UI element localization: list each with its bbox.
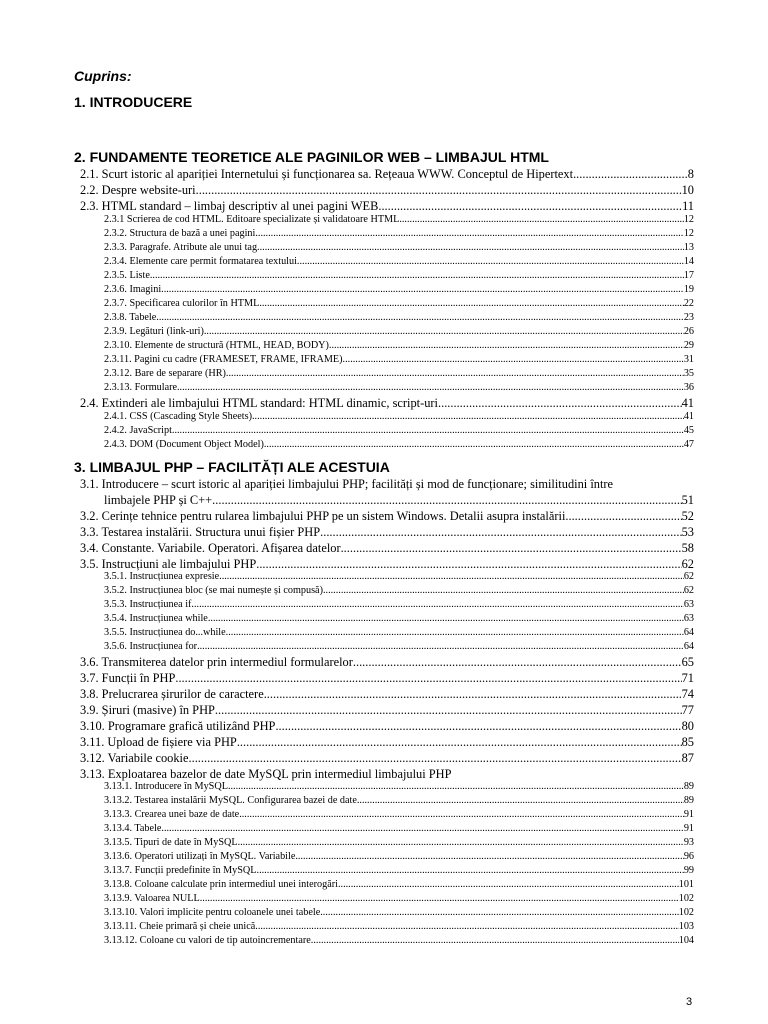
toc-entry-page: 71: [681, 671, 694, 685]
toc-leader-dots: [257, 864, 684, 878]
toc-leader-dots: [323, 584, 684, 598]
toc-entry[interactable]: [104, 424, 694, 438]
toc-entry[interactable]: [80, 670, 694, 686]
toc-entry[interactable]: [104, 850, 694, 864]
toc-entry-page: 62: [681, 557, 694, 571]
toc-entry-text: 3.5.2. Instrucțiunea bloc (se mai numește și compusă): [104, 585, 323, 596]
toc-leader-dots: [259, 297, 684, 311]
toc-entry-text: 2.3.1 Scrierea de cod HTML. Editoare specializate și validatoare HTML: [104, 214, 400, 225]
toc-entry-text: 2.3.7. Specificarea culorilor în HTML: [104, 298, 260, 309]
toc-entry-page: 26: [683, 326, 694, 337]
toc-leader-dots: [197, 640, 684, 654]
toc-entry[interactable]: [80, 702, 694, 718]
toc-entry-text: 3.13.4. Tabele: [104, 823, 162, 834]
toc-leader-dots: [175, 670, 681, 686]
toc-leader-dots: [257, 241, 684, 255]
toc-entry-page: 31: [683, 354, 694, 365]
toc-leader-dots: [338, 878, 679, 892]
toc-leader-dots: [212, 492, 681, 508]
toc-entry-text: 3.12. Variabile cookie: [80, 751, 189, 765]
toc-leader-dots: [311, 934, 679, 948]
toc-leader-dots: [343, 353, 684, 367]
toc-entry-text: 2.3.8. Tabele: [104, 312, 157, 323]
toc-entry[interactable]: [80, 166, 694, 182]
toc-entry[interactable]: [104, 381, 694, 395]
toc-entry-text: limbajele PHP și C++: [104, 493, 213, 507]
toc-entry-page: 11: [682, 199, 694, 213]
toc-entry[interactable]: [104, 325, 694, 339]
toc-entry[interactable]: [80, 540, 694, 556]
toc-entry[interactable]: [104, 626, 694, 640]
toc-entry-page: 45: [683, 425, 694, 436]
toc-entry[interactable]: [104, 808, 694, 822]
toc-entry-text: 2.4.2. JavaScript: [104, 425, 172, 436]
toc-entry-page: 52: [681, 509, 694, 523]
toc-entry-text: 2.3.6. Imagini: [104, 284, 162, 295]
toc-entry[interactable]: [104, 584, 694, 598]
toc-leader-dots: [208, 612, 684, 626]
toc-entry[interactable]: [80, 182, 694, 198]
toc-entry-text: 3.4. Constante. Variabile. Operatori. Afișarea datelor: [80, 541, 341, 555]
toc-entry[interactable]: [104, 283, 694, 297]
toc-entry-page: 12: [683, 228, 694, 239]
toc-entry-text: 2.3.5. Liste: [104, 270, 150, 281]
toc-leader-dots: [228, 780, 684, 794]
toc-entry-page: 63: [683, 599, 694, 610]
toc-entry-page: 17: [683, 270, 694, 281]
toc-entry-page: 65: [681, 655, 694, 669]
toc-entry-page: 35: [683, 368, 694, 379]
toc-leader-dots: [565, 508, 681, 524]
toc-leader-dots: [264, 686, 682, 702]
toc-entry-text: 2.3.11. Pagini cu cadre (FRAMESET, FRAME, IFRAME): [104, 354, 343, 365]
toc-entry[interactable]: [104, 297, 694, 311]
toc-entry[interactable]: [104, 255, 694, 269]
toc-entry-text: 3.5.3. Instrucțiunea if: [104, 599, 192, 610]
toc-entry-page: 87: [681, 751, 694, 765]
toc-entry[interactable]: [104, 864, 694, 878]
toc-entry-text: 3.5.4. Instrucțiunea while: [104, 613, 208, 624]
toc-entry[interactable]: [104, 570, 694, 584]
toc-entry-text: 3.13.5. Tipuri de date în MySQL: [104, 837, 238, 848]
toc-leader-dots: [353, 654, 682, 670]
toc-entry-page: 102: [678, 907, 694, 918]
toc-entry-text: 3.11. Upload de fișiere via PHP: [80, 735, 237, 749]
toc-entry[interactable]: [104, 878, 694, 892]
toc-entry-text: 3.13.7. Funcții predefinite în MySQL: [104, 865, 257, 876]
toc-entry[interactable]: [104, 836, 694, 850]
toc-leader-dots: [295, 850, 683, 864]
toc-entry-page: 85: [681, 735, 694, 749]
toc-leader-dots: [161, 283, 684, 297]
toc-entry-page: 53: [681, 525, 694, 539]
toc-entry-text: 3.13.11. Cheie primară și cheie unică: [104, 921, 256, 932]
toc-entry-text: 3.3. Testarea instalării. Structura unui fișier PHP: [80, 525, 321, 539]
toc-entry[interactable]: [80, 750, 694, 766]
toc-entry-page: 91: [683, 823, 694, 834]
toc-leader-dots: [200, 892, 679, 906]
toc-entry[interactable]: [104, 227, 694, 241]
toc-entry-page: 89: [683, 795, 694, 806]
toc-entry[interactable]: [80, 686, 694, 702]
toc-entry-page: 47: [683, 439, 694, 450]
toc-entry-page: 41: [683, 411, 694, 422]
toc-leader-dots: [329, 339, 684, 353]
toc-entry-text: 3.13.3. Crearea unei baze de date: [104, 809, 240, 820]
toc-entry-text: 2.3.10. Elemente de structură (HTML, HEAD, BODY): [104, 340, 329, 351]
toc-entry[interactable]: [104, 492, 694, 508]
toc-entry[interactable]: [104, 410, 694, 424]
toc-entry-page: 91: [683, 809, 694, 820]
toc-leader-dots: [237, 734, 682, 750]
toc-leader-dots: [438, 395, 682, 411]
toc-entry-page: 99: [683, 865, 694, 876]
toc-leader-dots: [204, 325, 684, 339]
toc-leader-dots: [239, 808, 684, 822]
toc-entry-page: 36: [683, 382, 694, 393]
toc-entry[interactable]: [104, 269, 694, 283]
toc-entry[interactable]: [104, 598, 694, 612]
toc-leader-dots: [341, 540, 682, 556]
toc-entry[interactable]: [104, 353, 694, 367]
toc-entry-text: 3.7. Funcții în PHP: [80, 671, 176, 685]
chapter-heading-3: 3. LIMBAJUL PHP – FACILITĂȚI ALE ACESTUIA: [74, 459, 390, 475]
toc-entry-page: 19: [683, 284, 694, 295]
toc-entry[interactable]: [104, 640, 694, 654]
toc-entry-text: 2.3.2. Structura de bază a unei pagini: [104, 228, 256, 239]
toc-leader-dots: [161, 822, 683, 836]
toc-entry-text: 3.13.9. Valoarea NULL: [104, 893, 200, 904]
toc-entry-text: 3.5.6. Instrucțiunea for: [104, 641, 198, 652]
toc-heading: Cuprins:: [74, 68, 132, 84]
toc-entry-text: 3.6. Transmiterea datelor prin intermediul formularelor: [80, 655, 353, 669]
toc-leader-dots: [252, 410, 684, 424]
toc-leader-dots: [255, 227, 683, 241]
toc-entry-page: 96: [683, 851, 694, 862]
toc-entry-text: 3.13.6. Operatori utilizați în MySQL. Variabile: [104, 851, 296, 862]
toc-entry[interactable]: [80, 654, 694, 670]
toc-leader-dots: [320, 906, 678, 920]
toc-entry-page: 41: [681, 396, 694, 410]
toc-entry-text: 3.13.10. Valori implicite pentru coloanele unei tabele: [104, 907, 321, 918]
toc-entry-text: 2.4.1. CSS (Cascading Style Sheets): [104, 411, 252, 422]
toc-entry-text: 3.10. Programare grafică utilizând PHP: [80, 719, 276, 733]
toc-leader-dots: [156, 311, 684, 325]
toc-entry[interactable]: 3.13. Exploatarea bazelor de date MySQL prin intermediul limbajului PHP: [80, 767, 452, 781]
toc-leader-dots: [226, 367, 684, 381]
toc-entry-page: 102: [678, 893, 694, 904]
toc-entry-page: 62: [683, 571, 694, 582]
toc-entry-page: 104: [678, 935, 694, 946]
toc-entry-page: 29: [683, 340, 694, 351]
toc-entry-text: 3.13.1. Introducere în MySQL: [104, 781, 228, 792]
toc-leader-dots: [320, 524, 681, 540]
toc-entry-text: 2.3. HTML standard – limbaj descriptiv al unei pagini WEB: [80, 199, 379, 213]
toc-entry-page: 58: [681, 541, 694, 555]
toc-entry-text: 2.3.13. Formulare: [104, 382, 177, 393]
toc-entry-text: 2.2. Despre website-uri: [80, 183, 196, 197]
toc-entry-text: 2.4.3. DOM (Document Object Model): [104, 439, 264, 450]
toc-entry[interactable]: [104, 213, 694, 227]
toc-entry-page: 62: [683, 585, 694, 596]
toc-entry-page: 64: [683, 627, 694, 638]
toc-entry[interactable]: [104, 241, 694, 255]
toc-entry-page: 8: [687, 167, 694, 181]
toc-entry-text: 2.3.3. Paragrafe. Atribute ale unui tag: [104, 242, 258, 253]
toc-entry-page: 14: [683, 256, 694, 267]
toc-entry-text: 3.8. Prelucrarea șirurilor de caractere: [80, 687, 264, 701]
toc-leader-dots: [238, 836, 684, 850]
toc-entry[interactable]: [104, 794, 694, 808]
toc-entry-text: 3.13.12. Coloane cu valori de tip autoincrementare: [104, 935, 311, 946]
toc-entry[interactable]: [104, 920, 694, 934]
toc-entry[interactable]: [104, 311, 694, 325]
toc-entry-page: 51: [681, 493, 694, 507]
toc-entry[interactable]: [104, 367, 694, 381]
toc-leader-dots: [219, 570, 684, 584]
toc-leader-dots: [215, 702, 682, 718]
toc-entry[interactable]: [104, 438, 694, 452]
toc-entry-text: 2.3.12. Bare de separare (HR): [104, 368, 226, 379]
toc-entry-text[interactable]: 3.1. Introducere – scurt istoric al apariției limbajului PHP; facilități și mod de funcționare; similitudini între: [80, 477, 614, 491]
toc-entry-page: 64: [683, 641, 694, 652]
toc-leader-dots: [189, 750, 682, 766]
toc-entry[interactable]: [104, 934, 694, 948]
toc-entry[interactable]: [104, 906, 694, 920]
toc-entry[interactable]: [80, 734, 694, 750]
toc-entry-text: 3.5.5. Instrucțiunea do...while: [104, 627, 226, 638]
toc-leader-dots: [275, 718, 681, 734]
chapter-heading-1: 1. INTRODUCERE: [74, 94, 193, 110]
toc-entry-page: 103: [678, 921, 694, 932]
toc-entry-text: 2.1. Scurt istoric al apariției Internetului și funcționarea sa. Rețeaua WWW. Conceptul de Hipertext: [80, 167, 574, 181]
toc-entry-page: 80: [681, 719, 694, 733]
toc-leader-dots: [150, 269, 684, 283]
toc-entry[interactable]: [104, 822, 694, 836]
toc-leader-dots: [264, 438, 684, 452]
toc-entry[interactable]: [80, 508, 694, 524]
toc-entry-page: 74: [681, 687, 694, 701]
toc-entry-page: 63: [683, 613, 694, 624]
toc-leader-dots: [226, 626, 684, 640]
toc-entry[interactable]: [104, 339, 694, 353]
toc-entry[interactable]: [80, 395, 694, 411]
toc-entry-text: 3.13.2. Testarea instalării MySQL. Configurarea bazei de date: [104, 795, 357, 806]
toc-leader-dots: [399, 213, 683, 227]
toc-entry-text: 3.5. Instrucțiuni ale limbajului PHP: [80, 557, 257, 571]
toc-entry[interactable]: [104, 780, 694, 794]
toc-entry-text: 3.2. Cerințe tehnice pentru rularea limbajului PHP pe un sistem Windows. Detalii asupra instalării: [80, 509, 566, 523]
toc-entry[interactable]: [80, 198, 694, 214]
toc-leader-dots: [357, 794, 684, 808]
toc-entry[interactable]: [104, 612, 694, 626]
toc-leader-dots: [177, 381, 684, 395]
toc-entry-text: 2.3.4. Elemente care permit formatarea textului: [104, 256, 297, 267]
toc-entry[interactable]: [104, 892, 694, 906]
toc-entry-page: 93: [683, 837, 694, 848]
toc-entry-page: 101: [678, 879, 694, 890]
toc-entry-page: 12: [683, 214, 694, 225]
page-number: 3: [686, 996, 693, 1008]
toc-entry-page: 23: [683, 312, 694, 323]
chapter-heading-2: 2. FUNDAMENTE TEORETICE ALE PAGINILOR WEB – LIMBAJUL HTML: [74, 149, 549, 165]
toc-leader-dots: [297, 255, 684, 269]
toc-leader-dots: [255, 920, 678, 934]
toc-leader-dots: [378, 198, 682, 214]
toc-leader-dots: [573, 166, 688, 182]
toc-leader-dots: [172, 424, 684, 438]
toc-entry-text: 3.9. Șiruri (masive) în PHP: [80, 703, 215, 717]
toc-entry-text: 2.4. Extinderi ale limbajului HTML standard: HTML dinamic, script-uri: [80, 396, 438, 410]
toc-entry-text: 2.3.9. Legături (link-uri): [104, 326, 204, 337]
toc-entry-page: 77: [681, 703, 694, 717]
toc-entry[interactable]: [80, 718, 694, 734]
toc-leader-dots: [191, 598, 683, 612]
toc-entry-page: 10: [681, 183, 694, 197]
toc-entry-page: 22: [683, 298, 694, 309]
toc-entry-page: 13: [683, 242, 694, 253]
toc-entry-text: 3.13.8. Coloane calculate prin intermediul unei interogări: [104, 879, 338, 890]
toc-leader-dots: [196, 182, 682, 198]
toc-entry-text: 3.5.1. Instrucțiunea expresie: [104, 571, 220, 582]
toc-entry-page: 89: [683, 781, 694, 792]
toc-entry[interactable]: [80, 524, 694, 540]
